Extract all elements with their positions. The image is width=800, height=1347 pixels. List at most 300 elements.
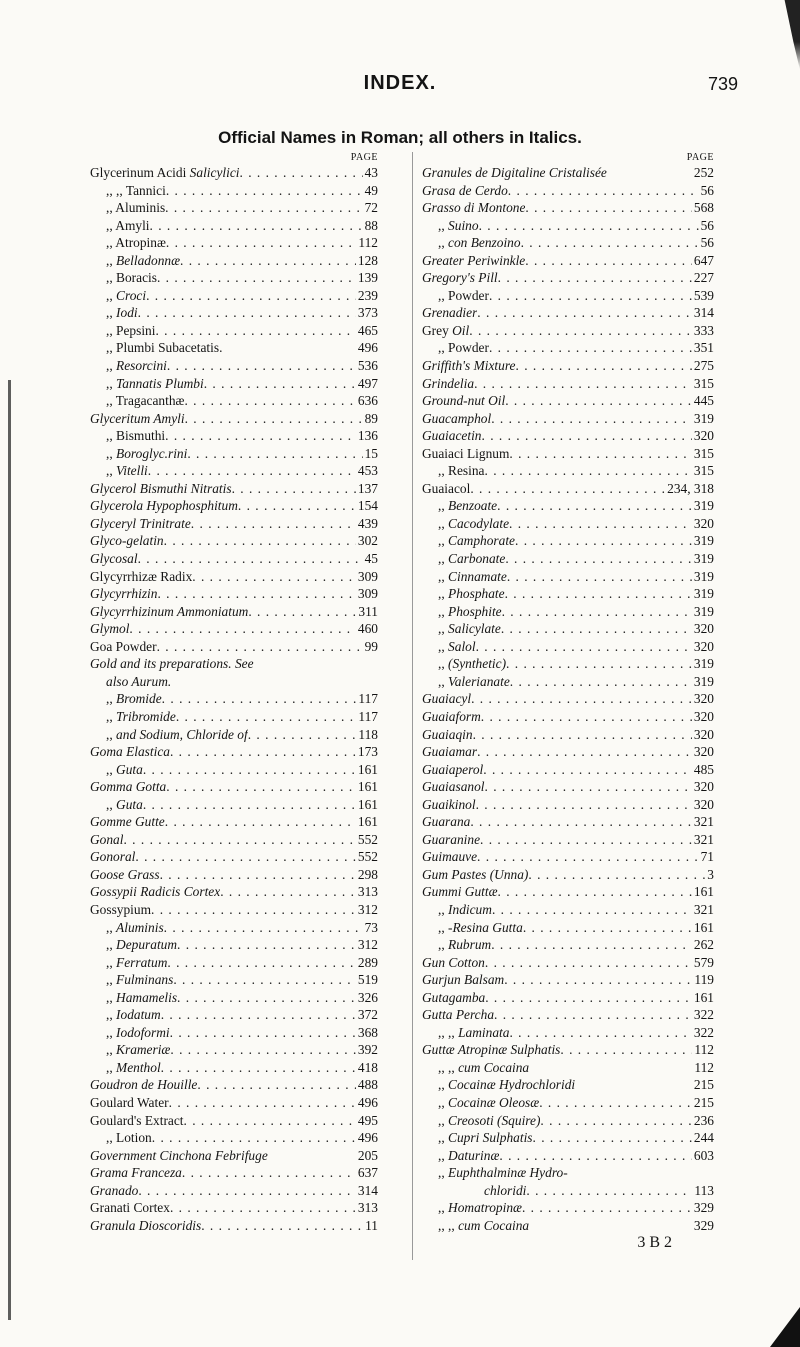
entry-term: Gold and its preparations. See: [90, 656, 254, 672]
leader-dots: [568, 1164, 712, 1182]
leader-dots: [138, 1182, 356, 1200]
entry-page-ref: 320: [693, 744, 714, 760]
left-column: [90, 152, 378, 1234]
entry-page-ref: 320: [693, 779, 714, 795]
leader-dots: [533, 1129, 692, 1147]
index-entry: [422, 708, 714, 726]
index-entry: [90, 831, 378, 849]
entry-page-ref: 320: [693, 621, 714, 637]
entry-page-ref: 215: [693, 1094, 714, 1110]
entry-page-ref: 234, 318: [667, 480, 714, 496]
entry-page-ref: [376, 655, 378, 673]
entry-term: ,, Euphthalminæ Hydro-: [438, 1165, 568, 1181]
index-entry: [90, 1024, 378, 1042]
index-entry: [422, 989, 714, 1007]
entry-page-ref: 319: [693, 673, 714, 689]
index-entry: [422, 848, 714, 866]
index-entry: [422, 919, 714, 937]
leader-dots: [192, 568, 356, 586]
entry-term: Glyceritum Amyli: [90, 410, 185, 426]
entry-term: Goulard Water: [90, 1094, 169, 1110]
entry-term: ,, Tragacanthæ: [106, 393, 185, 409]
leader-dots: [479, 217, 699, 235]
index-entry: [90, 217, 378, 235]
index-entry: [422, 269, 714, 287]
leader-dots: [482, 427, 692, 445]
entry-page-ref: 136: [357, 428, 378, 444]
index-entry: [90, 199, 378, 217]
entry-term: ,, Resorcini: [106, 358, 167, 374]
index-entry: [422, 1182, 714, 1200]
leader-dots: [197, 1076, 356, 1094]
entry-page-ref: 372: [357, 1007, 378, 1023]
leader-dots: [170, 1041, 356, 1059]
index-entry: [422, 901, 714, 919]
index-entry: [90, 1147, 378, 1165]
entry-term: ,, (Synthetic): [438, 656, 507, 672]
entry-page-ref: 320: [693, 708, 714, 724]
entry-term: Guaiaform: [422, 708, 481, 724]
entry-term: Gossypii Radicis Cortex: [90, 884, 221, 900]
entry-term: ,, Guta: [106, 761, 143, 777]
entry-term: ,, Vitelli: [106, 463, 148, 479]
index-entry: [90, 603, 378, 621]
index-entry: [422, 1129, 714, 1147]
leader-dots: [161, 1059, 356, 1077]
leader-dots: [204, 375, 356, 393]
index-entry: [422, 515, 714, 533]
leader-dots: [157, 638, 363, 656]
entry-page-ref: 309: [357, 586, 378, 602]
entry-term: Gonal: [90, 831, 124, 847]
entry-page-ref: 465: [357, 322, 378, 338]
leader-dots: [150, 217, 363, 235]
index-entry: [90, 1059, 378, 1077]
entry-term: ,, Ferratum: [106, 954, 168, 970]
index-entry: [90, 778, 378, 796]
leader-dots: [474, 375, 692, 393]
entry-term: Glycyrrhizin: [90, 586, 158, 602]
entry-page-ref: 118: [358, 726, 378, 742]
index-entry: [422, 568, 714, 586]
leader-dots: [607, 164, 692, 182]
leader-dots: [499, 1147, 692, 1165]
entry-page-ref: 239: [357, 287, 378, 303]
leader-dots: [506, 655, 692, 673]
entry-page-ref: 496: [357, 1094, 378, 1110]
entry-term: ,, Cocainæ Hydrochloridi: [438, 1077, 576, 1093]
entry-term: Grasa de Cerdo: [422, 182, 508, 198]
index-entry: [90, 690, 378, 708]
index-entry: [90, 1094, 378, 1112]
entry-page-ref: 161: [693, 989, 714, 1005]
index-entry: [90, 1199, 378, 1217]
index-entry: [422, 638, 714, 656]
leader-dots: [476, 638, 692, 656]
index-entry: [90, 375, 378, 393]
entry-page-ref: 43: [364, 165, 378, 180]
entry-term: Gossypium: [90, 901, 152, 917]
entry-term: ,, Carbonate: [438, 551, 506, 567]
index-entry: [422, 936, 714, 954]
index-entry: [422, 726, 714, 744]
index-entry: [90, 919, 378, 937]
entry-page-ref: 309: [357, 568, 378, 584]
entry-term: ,, Tribromide: [106, 708, 176, 724]
leader-dots: [489, 287, 692, 305]
page-header: [0, 72, 800, 102]
entry-term: ,, Homatropinæ: [438, 1200, 522, 1216]
index-entry: [90, 901, 378, 919]
index-entry: [422, 462, 714, 480]
index-entry: [90, 971, 378, 989]
entry-term: Guaiaqin: [422, 726, 473, 742]
entry-page-ref: 495: [357, 1112, 378, 1128]
index-entry: [90, 954, 378, 972]
index-entry: [422, 217, 714, 235]
entry-page-ref: 329: [693, 1200, 714, 1216]
entry-page-ref: 536: [357, 358, 378, 374]
leader-dots: [539, 1094, 692, 1112]
leader-dots: [162, 690, 357, 708]
leader-dots: [521, 234, 699, 252]
index-entry: [422, 796, 714, 814]
leader-dots: [507, 568, 692, 586]
leader-dots: [176, 708, 357, 726]
signature-mark: 3 B 2: [637, 1234, 672, 1252]
leader-dots: [123, 831, 355, 849]
index-entry: [422, 1059, 714, 1077]
index-entry: [90, 234, 378, 252]
entry-term: Glycyrrhizæ Radix: [90, 568, 193, 584]
leader-dots: [184, 1112, 356, 1130]
index-entry: [422, 690, 714, 708]
entry-term: ,, Bismuthi: [106, 428, 166, 444]
index-entry: [90, 620, 378, 638]
entry-page-ref: 319: [693, 603, 714, 619]
leader-dots: [483, 761, 692, 779]
entry-page-ref: 45: [364, 551, 378, 567]
entry-term: ,, Phosphite: [438, 603, 502, 619]
leader-dots: [146, 287, 356, 305]
entry-page-ref: 236: [693, 1112, 714, 1128]
index-entry: [90, 1129, 378, 1147]
binding-edge: [8, 380, 11, 1320]
entry-term: Guaiacol: [422, 480, 471, 496]
leader-dots: [489, 339, 692, 357]
entry-term: ,, Hamamelis: [106, 989, 178, 1005]
index-entry: [422, 287, 714, 305]
entry-page-ref: 154: [357, 498, 378, 514]
entry-term: ,, Camphorate: [438, 533, 516, 549]
entry-term: Goudron de Houille: [90, 1077, 198, 1093]
leader-dots: [476, 796, 692, 814]
entry-term: ,, ,, cum Cocaina: [438, 1217, 530, 1233]
index-entry: [422, 357, 714, 375]
index-entry: [90, 252, 378, 270]
leader-dots: [529, 1217, 692, 1235]
leader-dots: [143, 761, 356, 779]
entry-page-ref: 319: [693, 533, 714, 549]
entry-page-ref: 418: [357, 1059, 378, 1075]
entry-page-ref: 117: [358, 708, 378, 724]
leader-dots: [504, 971, 692, 989]
entry-term: ,, Bromide: [106, 691, 162, 707]
entry-page-ref: 321: [693, 831, 714, 847]
entry-page-ref: 392: [357, 1042, 378, 1058]
entry-term: Granati Cortex: [90, 1200, 170, 1216]
entry-page-ref: 137: [357, 480, 378, 496]
index-entry: [422, 883, 714, 901]
entry-page-ref: 368: [357, 1024, 378, 1040]
entry-term: Guacamphol: [422, 410, 492, 426]
index-entry: [90, 708, 378, 726]
column-divider: [412, 152, 413, 1260]
leader-dots: [470, 813, 692, 831]
entry-term: ,, Indicum: [438, 901, 492, 917]
index-entry: [422, 550, 714, 568]
entry-term: ,, Resina: [438, 463, 485, 479]
leader-dots: [166, 778, 356, 796]
entry-term: Gomma Gotta: [90, 779, 167, 795]
index-entry: [90, 726, 378, 744]
index-entry: [90, 848, 378, 866]
leader-dots: [509, 515, 692, 533]
entry-page-ref: 161: [357, 779, 378, 795]
page-column-heading: PAGE: [686, 152, 714, 163]
entry-page-ref: 603: [693, 1147, 714, 1163]
entry-page-ref: 315: [693, 445, 714, 461]
leader-dots: [502, 603, 692, 621]
entry-term: ,, Iodi: [106, 305, 138, 321]
leader-dots: [160, 866, 356, 884]
entry-term: Gummi Guttæ: [422, 884, 498, 900]
entry-term: ,, Depuratum: [106, 937, 178, 953]
entry-term: ,, Krameriæ: [106, 1042, 171, 1058]
leader-dots: [510, 673, 692, 691]
leader-dots: [240, 164, 363, 182]
index-entry: [90, 743, 378, 761]
leader-dots: [505, 392, 692, 410]
leader-dots: [494, 1006, 692, 1024]
index-subtitle: Official Names in Roman; all others in Italics.: [218, 128, 582, 147]
entry-term: ,, Menthol: [106, 1059, 161, 1075]
entry-term: Grasso di Montone: [422, 200, 526, 216]
entry-page-ref: 552: [357, 849, 378, 865]
leader-dots: [167, 954, 356, 972]
leader-dots: [268, 1147, 356, 1165]
entry-page-ref: 161: [693, 884, 714, 900]
leader-dots: [165, 813, 356, 831]
leader-dots: [529, 1059, 692, 1077]
entry-term: ,, Rubrum: [438, 937, 492, 953]
index-entry: [422, 234, 714, 252]
entry-term: chloridi: [484, 1182, 527, 1198]
entry-page-ref: 497: [357, 375, 378, 391]
entry-term: Goose Grass: [90, 866, 160, 882]
index-entry: [422, 182, 714, 200]
leader-dots: [152, 1129, 356, 1147]
entry-page-ref: 89: [364, 410, 378, 426]
leader-dots: [477, 304, 692, 322]
index-entry: [90, 532, 378, 550]
index-entry: [422, 410, 714, 428]
entry-term: Glycerola Hypophosphitum: [90, 498, 238, 514]
leader-dots: [485, 462, 692, 480]
entry-page-ref: 314: [693, 305, 714, 321]
index-entry: [90, 357, 378, 375]
entry-page-ref: 289: [357, 954, 378, 970]
index-entry: [422, 252, 714, 270]
index-entry: [422, 673, 714, 691]
index-entry: [422, 1041, 714, 1059]
index-entry: [90, 1182, 378, 1200]
leader-dots: [222, 339, 355, 357]
entry-term: ,, Croci: [106, 287, 147, 303]
entry-term: ,, Guta: [106, 796, 143, 812]
index-entry: [90, 410, 378, 428]
entry-term: ,, Aluminis: [106, 919, 164, 935]
entry-term: ,, Plumbi Subacetatis.: [106, 340, 223, 356]
index-entry: [422, 1076, 714, 1094]
entry-page-ref: 312: [357, 937, 378, 953]
leader-dots: [575, 1076, 692, 1094]
leader-dots: [485, 954, 692, 972]
entry-term: Glyco-gelatin: [90, 533, 164, 549]
leader-dots: [157, 269, 356, 287]
entry-page-ref: 460: [357, 621, 378, 637]
index-entry: [422, 831, 714, 849]
entry-term: Government Cinchona Febrifuge: [90, 1147, 268, 1163]
entry-term: Guaikinol: [422, 796, 476, 812]
index-entry: [90, 462, 378, 480]
entry-term: Granado: [90, 1182, 139, 1198]
entry-term: Goulard's Extract: [90, 1112, 184, 1128]
entry-term: Glycyrrhizinum Ammoniatum: [90, 603, 249, 619]
page-column-heading: PAGE: [350, 152, 378, 163]
entry-page-ref: 112: [694, 1059, 714, 1075]
index-entry: [90, 568, 378, 586]
entry-page-ref: 320: [693, 428, 714, 444]
leader-dots: [248, 603, 356, 621]
entry-term: ,, Creosoti (Squire): [438, 1112, 541, 1128]
entry-term: ,, con Benzoino: [438, 235, 521, 251]
index-entry: [422, 427, 714, 445]
leader-dots: [180, 252, 356, 270]
entry-page-ref: 56: [700, 182, 714, 198]
page-corner: [770, 1307, 800, 1347]
entry-term: Granula Dioscoridis: [90, 1217, 202, 1233]
entry-page-ref: 320: [693, 691, 714, 707]
entry-term: Griffith's Mixture: [422, 358, 516, 374]
leader-dots: [129, 620, 355, 638]
entry-page-ref: 161: [357, 814, 378, 830]
leader-dots: [477, 743, 692, 761]
leader-dots: [254, 655, 376, 673]
index-entry: [90, 638, 378, 656]
entry-term: ,, Amyli: [106, 217, 150, 233]
leader-dots: [491, 410, 692, 428]
index-entry: [422, 585, 714, 603]
index-entry: [422, 1199, 714, 1217]
index-entry: [90, 1076, 378, 1094]
index-entry: [90, 1164, 378, 1182]
entry-term: Guaiaperol: [422, 761, 484, 777]
leader-dots: [151, 901, 356, 919]
index-entry: [90, 480, 378, 498]
page-number: 739: [707, 74, 738, 94]
leader-dots: [169, 1094, 356, 1112]
entry-term: ,, and Sodium, Chloride of: [106, 726, 248, 742]
leader-dots: [505, 585, 692, 603]
index-entry: [90, 1112, 378, 1130]
leader-dots: [155, 322, 355, 340]
entry-page-ref: 161: [693, 919, 714, 935]
entry-page-ref: 647: [693, 252, 714, 268]
index-entry: [90, 883, 378, 901]
index-entry: [90, 497, 378, 515]
entry-term: Guimauve: [422, 849, 478, 865]
entry-page-ref: 313: [357, 1200, 378, 1216]
index-entry: [422, 1217, 714, 1235]
page-edge-shadow: [778, 0, 800, 70]
entry-page-ref: 128: [357, 252, 378, 268]
index-entry: [90, 1217, 378, 1235]
leader-dots: [523, 919, 692, 937]
entry-term: Gutagamba: [422, 989, 486, 1005]
leader-dots: [238, 497, 356, 515]
leader-dots: [508, 182, 699, 200]
entry-page-ref: 453: [357, 463, 378, 479]
entry-term: Grey Oil: [422, 322, 470, 338]
index-entry: [422, 778, 714, 796]
index-entry: [90, 673, 378, 691]
entry-page-ref: 314: [357, 1182, 378, 1198]
leader-dots: [185, 410, 363, 428]
entry-page-ref: 319: [693, 568, 714, 584]
index-entry: [90, 339, 378, 357]
leader-dots: [177, 936, 356, 954]
entry-page-ref: 637: [357, 1165, 378, 1181]
entry-term: Glycerol Bismuthi Nitratis: [90, 480, 232, 496]
entry-page-ref: 71: [700, 849, 714, 865]
entry-term: ,, ,, Tannici: [106, 182, 166, 198]
index-entry: [90, 796, 378, 814]
entry-page-ref: 112: [358, 235, 378, 251]
entry-term: Glycosal: [90, 551, 138, 567]
entry-page-ref: 161: [357, 761, 378, 777]
entry-page-ref: 319: [693, 498, 714, 514]
leader-dots: [525, 252, 692, 270]
index-entry: [422, 339, 714, 357]
index-entry: [422, 1147, 714, 1165]
entry-page-ref: 252: [693, 165, 714, 180]
index-entry: [90, 936, 378, 954]
index-entry: [422, 322, 714, 340]
entry-term: ,, Cinnamate: [438, 568, 507, 584]
leader-dots: [201, 1217, 363, 1235]
entry-page-ref: 311: [358, 603, 378, 619]
index-entry: [90, 813, 378, 831]
index-entry: [422, 392, 714, 410]
entry-term: ,, Salicylate: [438, 621, 501, 637]
entry-term: ,, Cocainæ Oleosæ: [438, 1094, 540, 1110]
entry-page-ref: 485: [693, 761, 714, 777]
leader-dots: [187, 445, 362, 463]
entry-page-ref: 315: [693, 463, 714, 479]
index-entry: [422, 480, 714, 498]
index-entry: [90, 182, 378, 200]
